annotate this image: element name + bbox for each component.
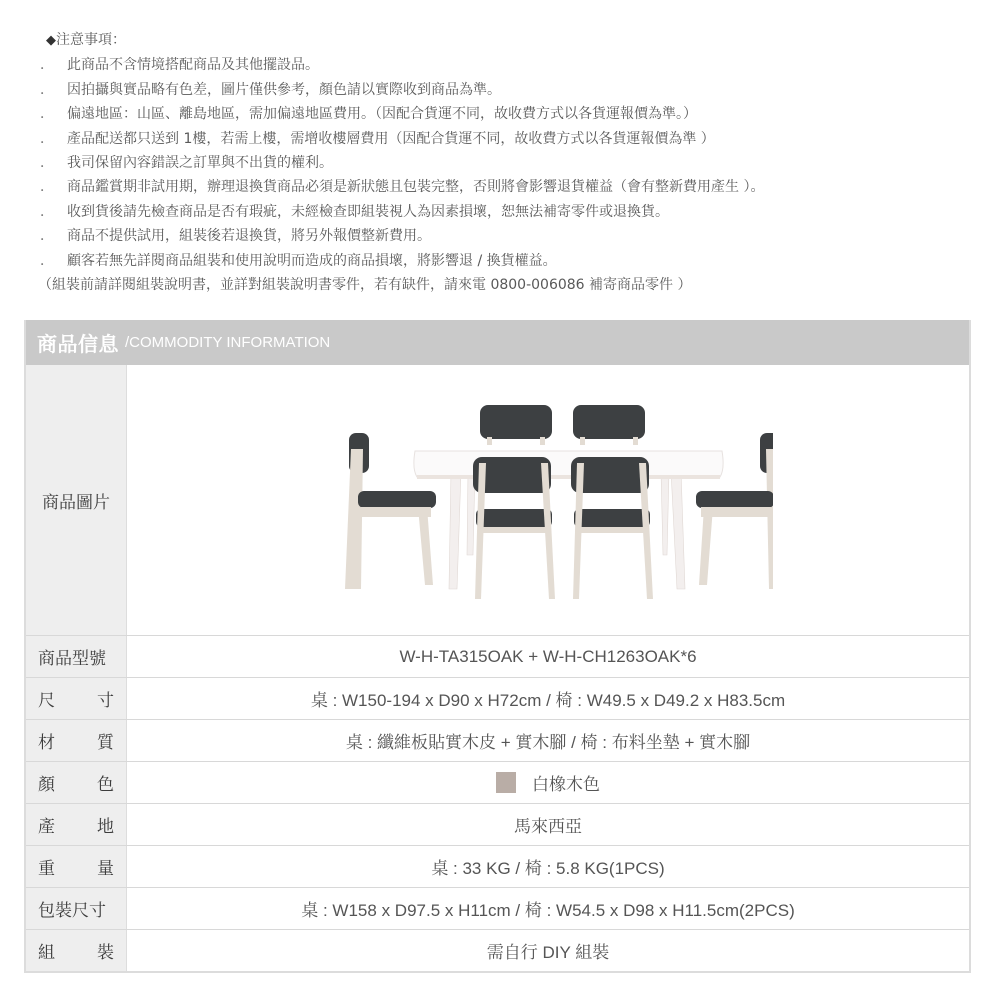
value-model-number: W-H-TA315OAK + W-H-CH1263OAK*6	[399, 646, 697, 666]
value-package-size: 桌 : W158 x D97.5 x H11cm / 椅 : W54.5 x D98 x H11.5cm(2PCS)	[301, 901, 795, 920]
notice-text: 產品配送都只送到 1樓，若需上樓，需增收樓層費用（因配合貨運不同，故收費方式以各貨運報價為準 ）	[67, 130, 715, 147]
notice-item	[38, 78, 988, 102]
notice-text: 偏遠地區：山區、離島地區，需加偏遠地區費用。（因配合貨運不同，故收費方式以各貨運報價為準。）	[67, 106, 697, 123]
header-title-en: /COMMODITY INFORMATION	[125, 334, 331, 351]
row-assembly	[26, 929, 969, 971]
notice-text: 收到貨後請先檢查商品是否有瑕疵，未經檢查即組裝視人為因素損壞，恕無法補寄零件或退換貨。	[67, 203, 669, 220]
value-assembly: 需自行 DIY 組裝	[486, 943, 610, 962]
row-color	[26, 761, 969, 803]
notice-text: 顧客若無先詳閱商品組裝和使用說明而造成的商品損壞，將影響退 / 換貨權益。	[67, 252, 557, 269]
notice-item	[38, 224, 988, 248]
label-weight	[26, 846, 127, 887]
row-dimensions	[26, 677, 969, 719]
value-color	[127, 762, 969, 803]
label-char: 尺	[38, 691, 55, 711]
commodity-info-table	[24, 320, 971, 973]
color-name: 白橡木色	[532, 775, 600, 794]
bullet-icon: ．	[40, 203, 54, 220]
label-char: 地	[97, 817, 114, 837]
row-weight	[26, 845, 969, 887]
label-char: 重	[38, 859, 55, 879]
row-material	[26, 719, 969, 761]
bullet-icon: ．	[40, 106, 54, 123]
value-origin: 馬來西亞	[514, 817, 582, 836]
notice-item	[38, 151, 988, 175]
label-char: 組	[38, 943, 55, 963]
label-origin	[26, 804, 127, 845]
diamond-icon: ◆	[46, 33, 56, 48]
label-char: 質	[97, 733, 114, 753]
label-char: 量	[97, 859, 114, 879]
bullet-icon: ．	[40, 228, 54, 245]
notice-title-text: 注意事項：	[56, 32, 126, 48]
label-dimensions	[26, 678, 127, 719]
notice-item	[38, 175, 988, 199]
value-material: 桌 : 纖維板貼實木皮 + 實木腳 / 椅 : 布料坐墊 + 實木腳	[345, 733, 751, 752]
product-photo	[323, 389, 773, 619]
notice-text: 我司保留內容錯誤之訂單與不出貨的權利。	[67, 155, 333, 172]
label-model-number: 商品型號	[26, 636, 127, 677]
label-product-image: 商品圖片	[26, 365, 127, 635]
header-title-zh: 商品信息	[37, 332, 119, 356]
bullet-icon: ．	[40, 81, 54, 98]
notice-text: 此商品不含情境搭配商品及其他擺設品。	[67, 57, 319, 74]
label-char: 產	[38, 817, 55, 837]
label-material	[26, 720, 127, 761]
commodity-info-header	[26, 320, 969, 365]
row-origin	[26, 803, 969, 845]
value-dimensions: 桌 : W150-194 x D90 x H72cm / 椅 : W49.5 x D49.2 x H83.5cm	[310, 691, 786, 710]
notice-section	[38, 28, 988, 297]
notice-text: 商品不提供試用，組裝後若退換貨，將另外報價整新費用。	[67, 228, 431, 245]
back-chair-left	[480, 405, 552, 439]
label-char: 材	[38, 733, 55, 753]
bullet-icon: ．	[40, 130, 54, 147]
notice-text: 因拍攝與實品略有色差，圖片僅供參考，顏色請以實際收到商品為準。	[67, 81, 501, 98]
notice-text: 商品鑑賞期非試用期，辦理退換貨商品必須是新狀態且包裝完整，否則將會影響退貨權益（會有整新費用產生 ）。	[67, 179, 765, 196]
notice-item	[38, 102, 988, 126]
bullet-icon: ．	[40, 179, 54, 196]
row-model-number	[26, 635, 969, 677]
bullet-icon: ．	[40, 57, 54, 74]
notice-item	[38, 53, 988, 77]
label-char: 寸	[97, 691, 114, 711]
label-package-size: 包裝尺寸	[26, 888, 127, 929]
value-weight: 桌 : 33 KG / 椅 : 5.8 KG(1PCS)	[431, 859, 665, 878]
product-image-cell	[127, 365, 969, 635]
notice-footer: （組裝前請詳閱組裝說明書，並詳對組裝說明書零件，若有缺件，請來電 0800-006086 補寄商品零件 ）	[38, 277, 692, 294]
label-char: 色	[97, 775, 114, 795]
notice-item	[38, 249, 988, 273]
notice-item	[38, 127, 988, 151]
row-package-size	[26, 887, 969, 929]
notice-item	[38, 200, 988, 224]
label-assembly	[26, 930, 127, 971]
bullet-icon: ．	[40, 252, 54, 269]
row-product-image	[26, 365, 969, 635]
color-swatch	[496, 772, 516, 793]
label-char: 裝	[97, 943, 114, 963]
label-color	[26, 762, 127, 803]
notice-title	[38, 28, 988, 53]
bullet-icon: ．	[40, 155, 54, 172]
back-chair-right	[573, 405, 645, 439]
label-char: 顏	[38, 775, 55, 795]
